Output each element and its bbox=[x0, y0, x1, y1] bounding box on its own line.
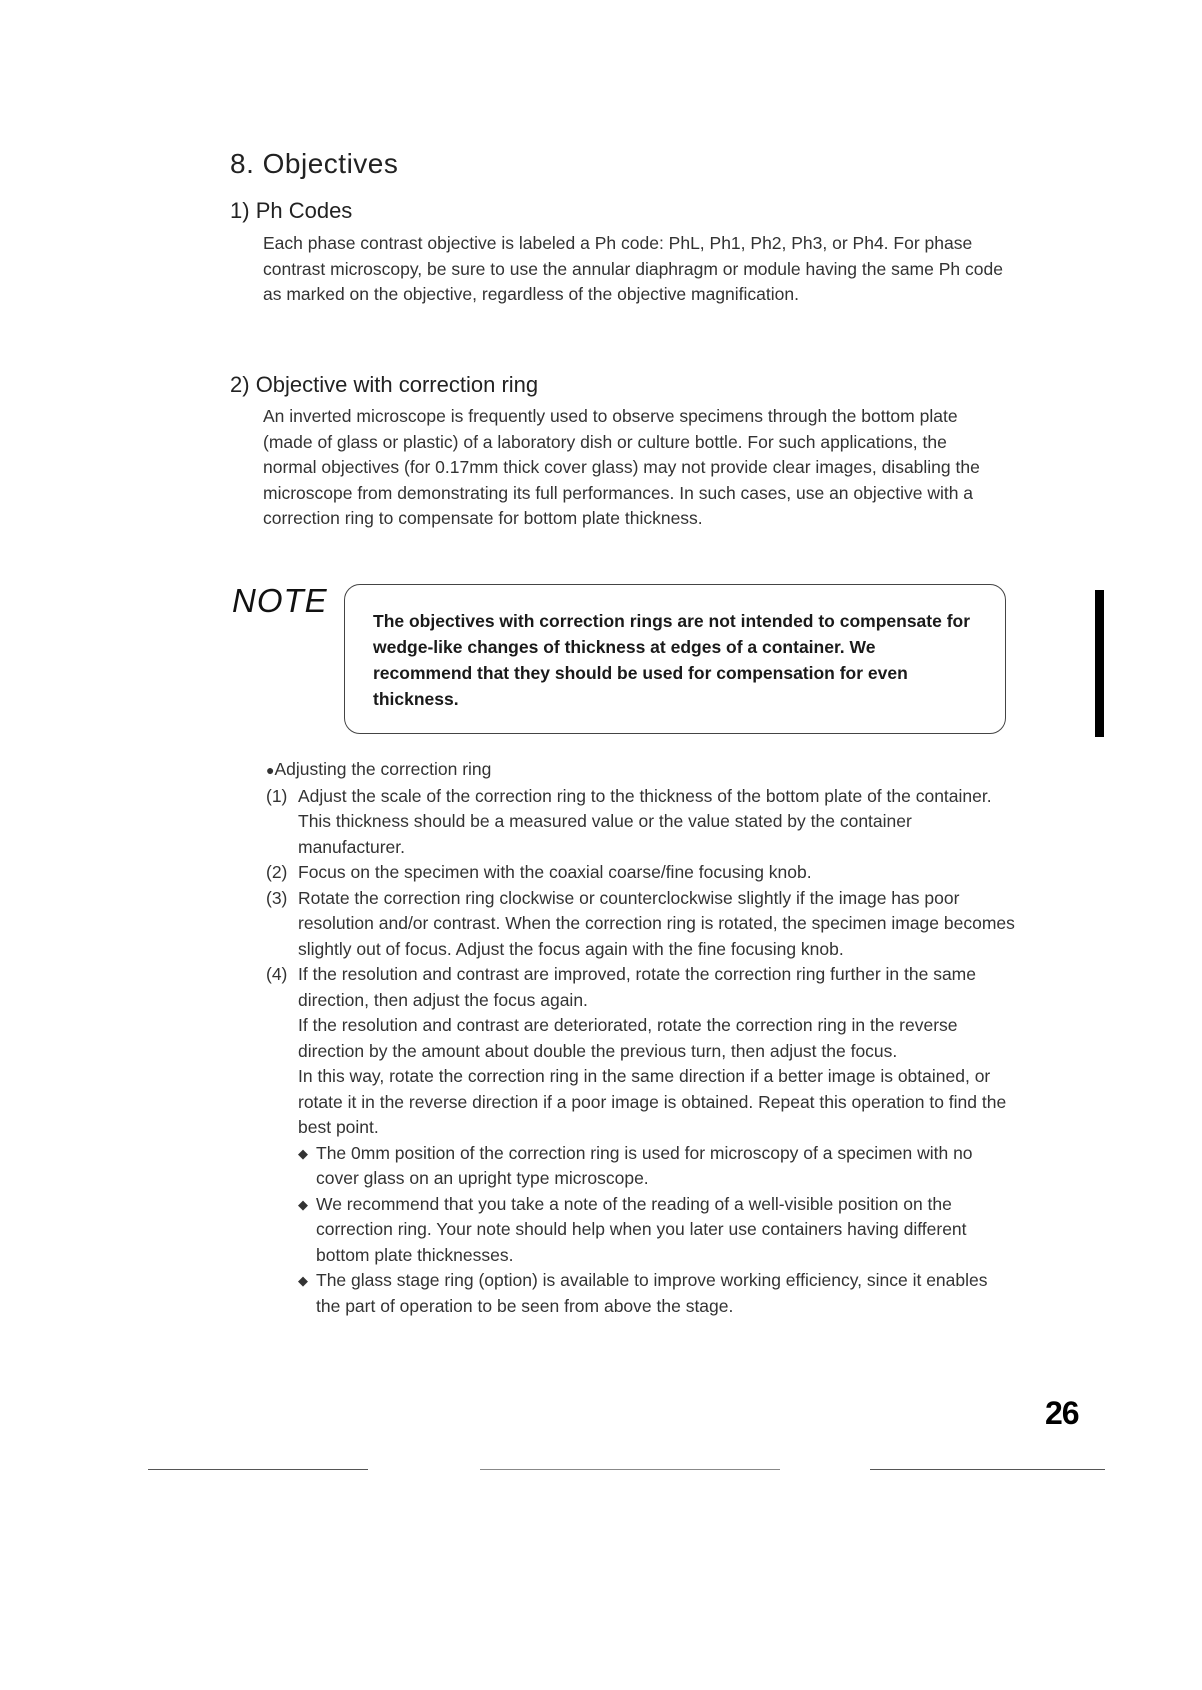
step-text: If the resolution and contrast are deteriorated, rotate the correction ring in the reverse direction by the amount about double the previous turn, then adjust the focus. bbox=[298, 1015, 958, 1061]
procedure-title: Adjusting the correction ring bbox=[274, 759, 492, 779]
bullet-icon: ● bbox=[266, 762, 275, 778]
subsection-2-paragraph: An inverted microscope is frequently used to observe specimens through the bottom plate (made of glass or plastic) of a laboratory dish or culture bottle. For such applications, the normal objectives (for 0.17mm thick cover glass) may not provide clear images, disabling the microscope from demonstrating its full performances. In such cases, use an objective with a correction ring to compensate for bottom plate thickness. bbox=[263, 406, 980, 528]
step-number: (1) bbox=[266, 785, 288, 806]
step-text: If the resolution and contrast are improved, rotate the correction ring further in the same direction, then adjust the focus again. bbox=[298, 964, 976, 1010]
section-number: 8. bbox=[230, 148, 255, 179]
note-box bbox=[344, 584, 1006, 734]
section-title: Objectives bbox=[262, 148, 399, 179]
chapter-thumb-tab bbox=[1095, 590, 1104, 737]
diamond-bullet-icon: ◆ bbox=[298, 1273, 308, 1288]
step-number: (4) bbox=[266, 964, 288, 984]
procedure-title-row bbox=[266, 757, 1016, 784]
subsection-2-heading bbox=[230, 372, 538, 398]
note-text: The objectives with correction rings are not intended to compensate for wedge-like changes of thickness at edges of a container. We recommend that they should be used for compensation for even thickness. bbox=[373, 611, 971, 709]
diamond-bullet-icon: ◆ bbox=[298, 1145, 308, 1161]
step-text: In this way, rotate the correction ring in the same direction if a better image is obtained, or rotate it in the reverse direction if a poor image is obtained. Repeat this operation to find the best point. bbox=[298, 1066, 1007, 1137]
subsection-1-number: 1) bbox=[230, 198, 250, 223]
step-text: Rotate the correction ring clockwise or counterclockwise slightly if the image has poor resolution and/or contrast. When the correction ring is rotated, the specimen image becomes slightly out of focus. Adjust the focus again with the fine focusing knob. bbox=[298, 887, 1015, 959]
subsection-1-paragraph: Each phase contrast objective is labeled a Ph code: PhL, Ph1, Ph2, Ph3, or Ph4. For phase contrast microscopy, be sure to use the annular diaphragm or module having the same Ph code as marked on the objective, regardless of the objective magnification. bbox=[263, 233, 1003, 304]
subsection-2-body bbox=[263, 404, 1003, 532]
subsection-1-body bbox=[263, 231, 1003, 308]
footer-rule-left bbox=[148, 1469, 368, 1470]
sub-note bbox=[298, 1268, 1016, 1319]
subsection-1-title: Ph Codes bbox=[255, 198, 353, 223]
sub-note bbox=[298, 1192, 1016, 1269]
sub-note bbox=[298, 1141, 1016, 1192]
procedure-step bbox=[266, 860, 1016, 886]
subsection-2-number: 2) bbox=[230, 372, 250, 397]
procedure-step bbox=[266, 784, 1016, 861]
step-text: Adjust the scale of the correction ring to the thickness of the bottom plate of the container. This thickness should be a measured value or the value stated by the container manufacturer. bbox=[298, 785, 992, 857]
subsection-2-title: Objective with correction ring bbox=[255, 372, 539, 397]
diamond-bullet-icon: ◆ bbox=[298, 1196, 308, 1212]
procedure-step bbox=[266, 962, 1016, 1319]
sub-note-text: We recommend that you take a note of the reading of a well-visible position on the correction ring. Your note should help when you later use containers having different bottom plate thicknesses. bbox=[316, 1193, 967, 1265]
procedure bbox=[266, 757, 1016, 1319]
footer-rule-middle bbox=[480, 1469, 780, 1470]
footer-rule-right bbox=[870, 1469, 1105, 1470]
sub-note-text: The 0mm position of the correction ring is used for microscopy of a specimen with no cover glass on an upright type microscope. bbox=[316, 1142, 973, 1188]
procedure-step bbox=[266, 886, 1016, 963]
step-number: (2) bbox=[266, 862, 288, 882]
step-number: (3) bbox=[266, 887, 288, 908]
subsection-1-heading bbox=[230, 198, 352, 224]
sub-note-text: The glass stage ring (option) is available to improve working efficiency, since it enables the part of operation to be seen from above the stage. bbox=[316, 1270, 988, 1316]
note-label: NOTE bbox=[232, 582, 328, 619]
section-heading bbox=[230, 148, 398, 180]
page-number: 26 bbox=[1045, 1395, 1079, 1431]
step-text: Focus on the specimen with the coaxial coarse/fine focusing knob. bbox=[298, 862, 812, 882]
